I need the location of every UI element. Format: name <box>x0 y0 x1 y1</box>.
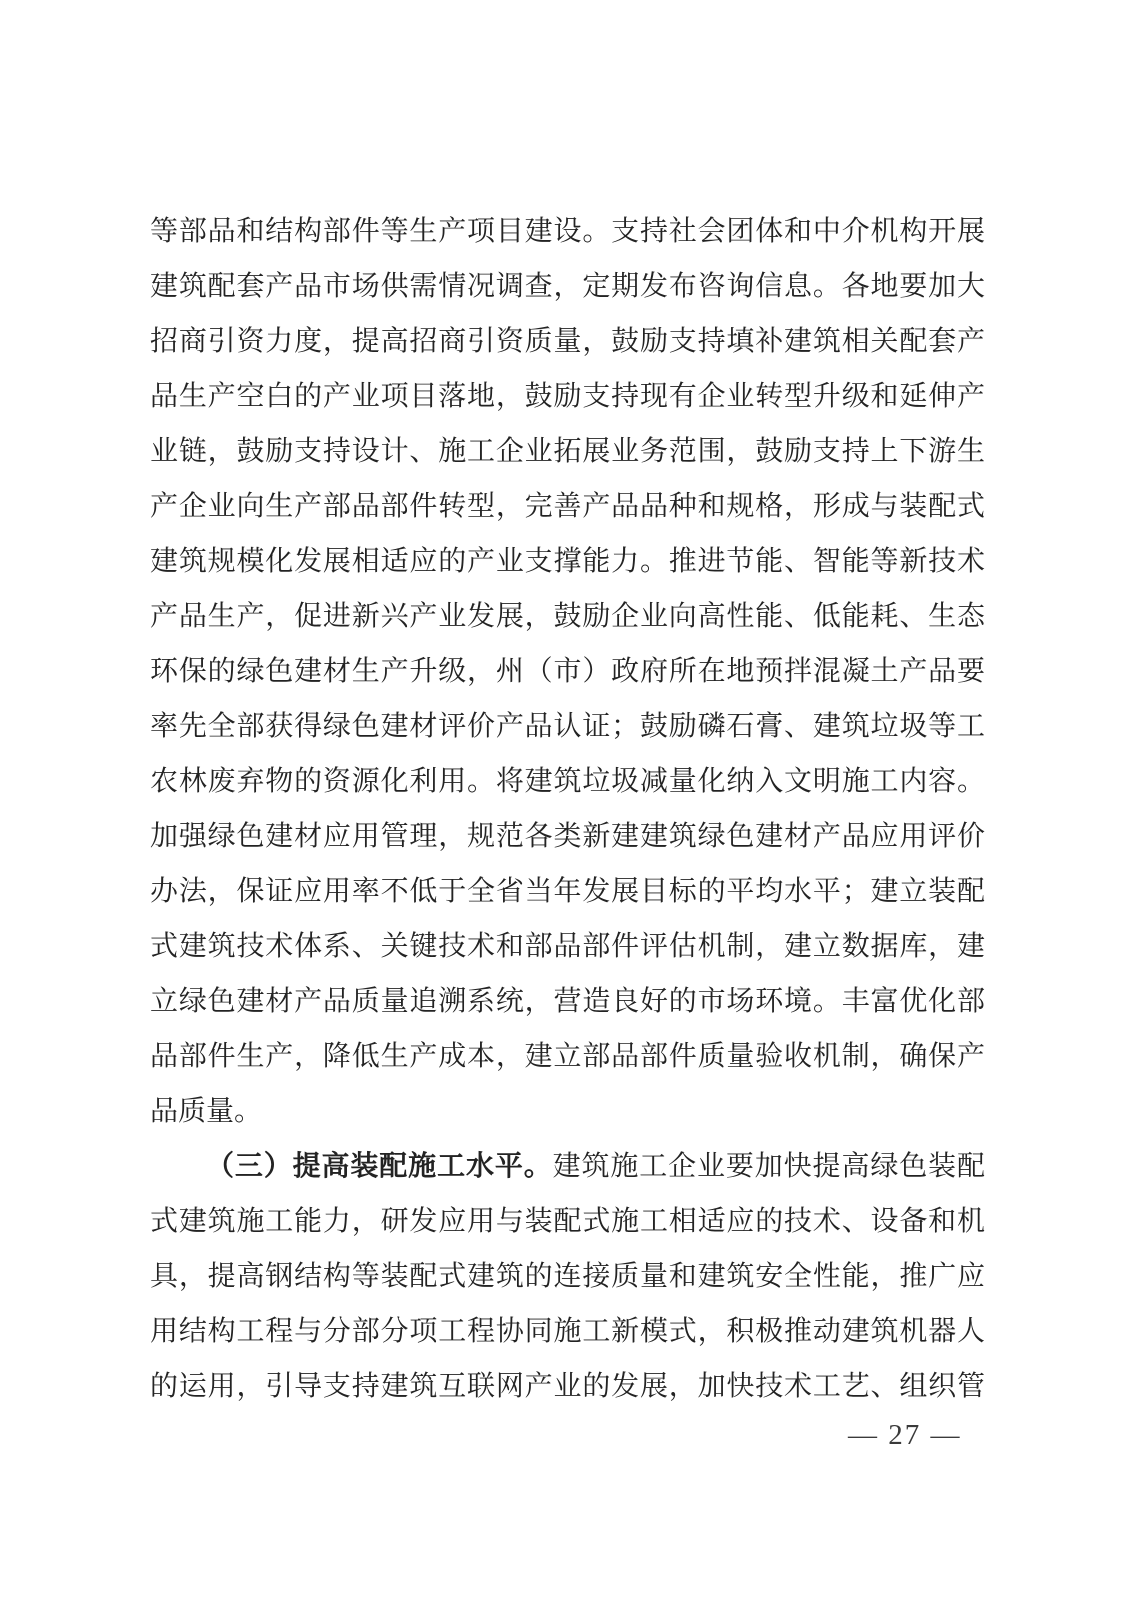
text-line <box>150 1139 985 1194</box>
text-line: 的运用，引导支持建筑互联网产业的发展，加快技术工艺、组织管 <box>150 1371 985 1402</box>
text-line: 环保的绿色建材生产升级，州（市）政府所在地预拌混凝土产品要 <box>150 656 985 687</box>
text-line: 用结构工程与分部分项工程协同施工新模式，积极推动建筑机器人 <box>150 1316 985 1347</box>
text-line: 等部品和结构部件等生产项目建设。支持社会团体和中介机构开展 <box>150 216 985 247</box>
text-line: 产企业向生产部品部件转型，完善产品品种和规格，形成与装配式 <box>150 491 985 522</box>
text-line: 业链，鼓励支持设计、施工企业拓展业务范围，鼓励支持上下游生 <box>150 436 985 467</box>
text-line: 建筑规模化发展相适应的产业支撑能力。推进节能、智能等新技术 <box>150 546 985 577</box>
text-line: 品生产空白的产业项目落地，鼓励支持现有企业转型升级和延伸产 <box>150 381 985 412</box>
text-line: 办法，保证应用率不低于全省当年发展目标的平均水平；建立装配 <box>150 876 985 907</box>
text-line: 建筑配套产品市场供需情况调查，定期发布咨询信息。各地要加大 <box>150 271 985 302</box>
text-line: 式建筑施工能力，研发应用与装配式施工相适应的技术、设备和机 <box>150 1206 985 1237</box>
text-line: 式建筑技术体系、关键技术和部品部件评估机制，建立数据库，建 <box>150 931 985 962</box>
text-line: 立绿色建材产品质量追溯系统，营造良好的市场环境。丰富优化部 <box>150 986 985 1017</box>
text-line: 招商引资力度，提高招商引资质量，鼓励支持填补建筑相关配套产 <box>150 326 985 357</box>
text-line: 产品生产，促进新兴产业发展，鼓励企业向高性能、低能耗、生态 <box>150 601 985 632</box>
text-segment: 建筑施工企业要加快提高绿色装配 <box>552 1151 985 1182</box>
text-line: 具，提高钢结构等装配式建筑的连接质量和建筑安全性能，推广应 <box>150 1261 985 1292</box>
text-line: 加强绿色建材应用管理，规范各类新建建筑绿色建材产品应用评价 <box>150 821 985 852</box>
text-line: 品质量。 <box>150 1096 263 1127</box>
page-number: — 27 — <box>848 1419 962 1451</box>
text-line: 农林废弃物的资源化利用。将建筑垃圾减量化纳入文明施工内容。 <box>150 766 985 797</box>
text-line: 率先全部获得绿色建材评价产品认证；鼓励磷石膏、建筑垃圾等工 <box>150 711 985 742</box>
body-text <box>150 204 985 1414</box>
section-heading: （三）提高装配施工水平。 <box>206 1151 553 1182</box>
text-line: 品部件生产，降低生产成本，建立部品部件质量验收机制，确保产 <box>150 1041 985 1072</box>
